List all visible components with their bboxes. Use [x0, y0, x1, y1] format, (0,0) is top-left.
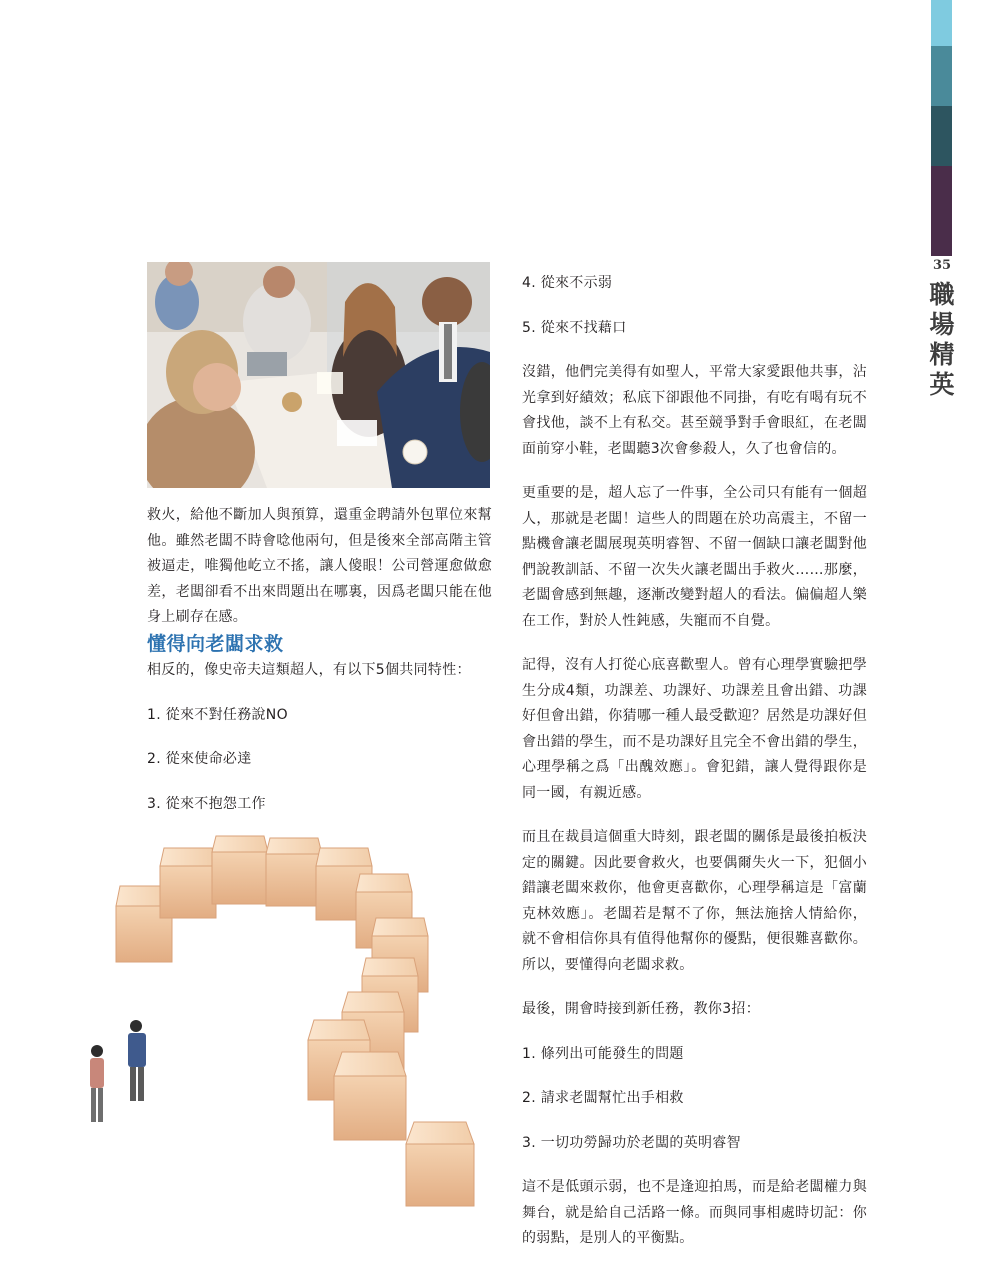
tab-band-dark-teal	[931, 106, 952, 166]
figurines	[90, 1020, 146, 1122]
body-paragraph: 沒錯，他們完美得有如聖人，平常大家愛跟他共事，沾光拿到好績效；私底下卻跟他不同掛，有吃有喝有玩不會找他，談不上有私交。甚至競爭對手會眼紅，在老闆面前穿小鞋，老闆聽3次會參殺人，久了也會信的。	[522, 364, 867, 457]
list-item: 1. 從來不對任務說NO	[147, 706, 288, 723]
body-paragraph: 記得，沒有人打從心底喜歡聖人。曾有心理學實驗把學生分成4類，功課差、功課好、功課差且會出錯、功課好但會出錯，你猜哪一種人最受歡迎？居然是功課好但會出錯的學生，而不是功課好且完全不會出錯的學生，心理學稱之爲「出醜效應」。會犯錯，讓人覺得跟你是同一國，有親近感。	[522, 657, 867, 801]
list-item: 2. 從來使命必達	[147, 751, 252, 767]
list-item: 4. 從來不示弱	[522, 275, 613, 291]
tip-item: 2. 請求老闆幫忙出手相救	[522, 1090, 684, 1106]
tab-band-light-blue	[931, 0, 952, 46]
section-color-tab	[931, 0, 952, 256]
right-column	[522, 271, 867, 1252]
tab-band-plum	[931, 166, 952, 256]
meeting-photo	[147, 262, 490, 488]
tip-item: 1. 條列出可能發生的問題	[522, 1045, 684, 1062]
body-paragraph: 救火，給他不斷加人與預算，還重金聘請外包單位來幫他。雖然老闆不時會唸他兩句，但是後來全部高階主管被逼走，唯獨他屹立不搖，讓人傻眼！公司營運愈做愈差，老闆卻看不出來問題出在哪裏，因爲老闆只能在他身上刷存在感。	[147, 507, 492, 625]
list-lead: 相反的，像史帝夫這類超人，有以下5個共同特性：	[147, 662, 471, 678]
left-list	[147, 658, 492, 817]
section-heading: 懂得向老闆求救	[147, 633, 284, 655]
body-paragraph: 更重要的是，超人忘了一件事，全公司只有能有一個超人，那就是老闆！這些人的問題在於功高震主，不留一點機會讓老闆展現英明睿智、不留一個缺口讓老闆對他們說教訓話、不留一次失火讓老闆出手救火……那麼，老闆會感到無趣，逐漸改變對超人的看法。偏偏超人樂在工作，對於人性鈍感，失寵而不自覺。	[522, 485, 867, 629]
body-paragraph: 最後，開會時接到新任務，教你3招：	[522, 1001, 761, 1017]
wooden-question-mark-image	[72, 826, 492, 1226]
list-item: 3. 從來不抱怨工作	[147, 795, 266, 812]
list-item: 5. 從來不找藉口	[522, 319, 627, 336]
section-title: 職場精英	[929, 280, 955, 399]
body-paragraph: 而且在裁員這個重大時刻，跟老闆的關係是最後拍板決定的關鍵。因此要會救火，也要偶爾失火一下，犯個小錯讓老闆來救你，他會更喜歡你，心理學稱這是「富蘭克林效應」。老闆若是幫不了你，無法施捨人情給你，就不會相信你具有值得他幫你的優點，便很難喜歡你。所以，要懂得向老闆求救。	[522, 829, 867, 973]
page-number: 35	[932, 258, 952, 273]
closing-paragraph: 這不是低頭示弱，也不是逢迎拍馬，而是給老闆權力與舞台，就是給自己活路一條。而與同事相處時切記：你的弱點，是別人的平衡點。	[522, 1179, 867, 1246]
left-column	[147, 503, 492, 631]
tab-band-teal	[931, 46, 952, 106]
tip-item: 3. 一切功勞歸功於老闆的英明睿智	[522, 1134, 741, 1151]
